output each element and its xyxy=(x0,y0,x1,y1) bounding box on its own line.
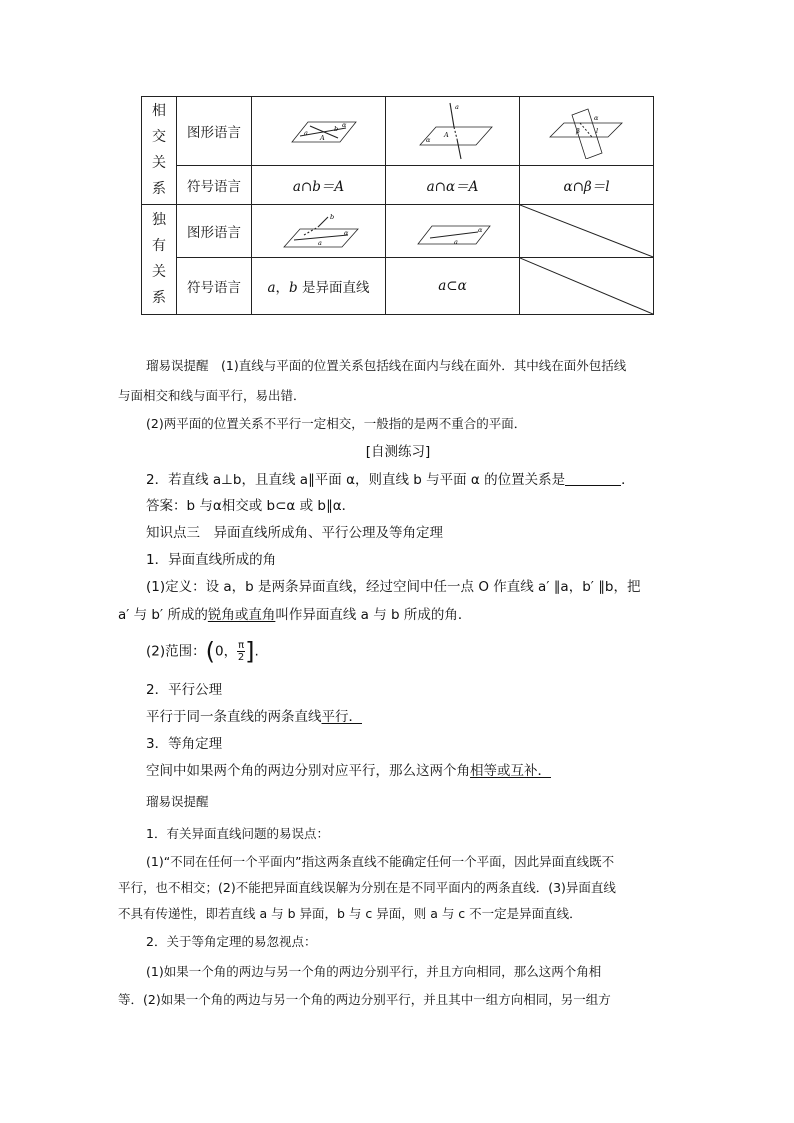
label-a: a xyxy=(317,238,322,247)
knowledge-point-3-title: 知识点三 异面直线所成角、平行公理及等角定理 xyxy=(146,525,443,541)
row-label-figure: 图形语言 xyxy=(177,97,252,166)
row-label-symbol: 符号语言 xyxy=(177,166,252,205)
line-in-plane-diagram xyxy=(408,214,498,248)
section-1-title: 1．异面直线所成的角 xyxy=(146,552,277,568)
section-3-title: 3．等角定理 xyxy=(146,736,223,752)
label-beta: β xyxy=(575,127,580,136)
line-plane-intersect-diagram xyxy=(408,99,498,163)
error-point-1-line-1: (1)“不同在任何一个平面内”指这两条直线不能确定任何一个平面，因此异面直线既不 xyxy=(146,854,615,869)
figure-skew-lines xyxy=(252,204,386,257)
empty-cell-diagonal-2 xyxy=(520,257,654,314)
answer-blank xyxy=(565,471,621,486)
diagonal-line xyxy=(520,205,653,257)
label-alpha: α xyxy=(425,136,430,145)
symbol-line-plane-intersect: a∩α＝A xyxy=(386,166,520,205)
symbol-lines-intersect: a∩b＝A xyxy=(252,166,386,205)
error-point-1-line-3: 不具有传递性，即若直线 a 与 b 异面，b 与 c 异面，则 a 与 c 不一定是异面直线． xyxy=(118,906,582,921)
definition-line-2: a′ 与 b′ 所成的锐角或直角叫作异面直线 a 与 b 所成的角． xyxy=(118,607,472,623)
reminder-paragraph-1: 瑠易误提醒 (1)直线与平面的位置关系包括线在面内与线在面外．其中线在面外包括线 xyxy=(146,358,627,373)
definition-line-1: (1)定义：设 a，b 是两条异面直线，经过空间中任一点 O 作直线 a′ ∥a，b′ ∥b，把 xyxy=(146,579,641,595)
answer-line: 答案：b 与α相交或 b⊂α 或 b∥α． xyxy=(146,498,356,514)
pi-over-2-fraction: $\frac{\pi}{2}$ xyxy=(237,640,245,663)
label-alpha: α xyxy=(341,121,346,130)
error-point-2-line-2: 等．(2)如果一个角的两边与另一个角的两边分别平行，并且其中一组方向相同，另一组方 xyxy=(118,992,611,1007)
reminder-paragraph-2: (2)两平面的位置关系不平行一定相交，一般指的是两不重合的平面． xyxy=(146,416,527,431)
label-alpha: α xyxy=(343,228,348,237)
label-alpha: α xyxy=(593,114,598,123)
range-line: (2)范围：(0， $\frac{\pi}{2}$ ]. xyxy=(146,637,259,666)
label-A: A xyxy=(319,134,325,143)
intersecting-lines-diagram xyxy=(274,116,364,146)
label-b: b xyxy=(329,212,334,221)
label-alpha: α xyxy=(477,225,482,234)
symbol-skew-lines: a，b 是异面直线 xyxy=(252,257,386,314)
position-relation-table xyxy=(141,96,654,315)
section-3-text: 空间中如果两个角的两边分别对应平行，那么这两个角相等或互补． xyxy=(146,763,551,779)
section-2-title: 2．平行公理 xyxy=(146,682,223,698)
row-label-figure-2: 图形语言 xyxy=(177,204,252,257)
diagonal-line xyxy=(520,258,653,314)
section-2-text: 平行于同一条直线的两条直线平行． xyxy=(146,709,362,725)
question-2: 2．若直线 a⊥b，且直线 a∥平面 α，则直线 b 与平面 α 的位置关系是 ． xyxy=(146,472,635,488)
label-A: A xyxy=(443,131,449,140)
plane-plane-intersect-diagram xyxy=(542,103,632,159)
label-a: a xyxy=(454,103,459,112)
symbol-line-in-plane: a⊂α xyxy=(386,257,520,314)
reminder-heading-2: 瑠易误提醒 xyxy=(146,794,209,809)
figure-planes-intersect xyxy=(520,97,654,166)
label-a: a xyxy=(453,237,458,246)
figure-line-in-plane xyxy=(386,204,520,257)
figure-line-plane-intersect xyxy=(386,97,520,166)
group-label-unique: 独 有 关 系 xyxy=(142,204,177,314)
group-label-intersect: 相 交 关 系 xyxy=(142,97,177,205)
figure-lines-intersect xyxy=(252,97,386,166)
error-point-1-title: 1．有关异面直线问题的易误点： xyxy=(146,826,329,841)
skew-lines-diagram xyxy=(274,209,364,253)
symbol-planes-intersect: α∩β＝l xyxy=(520,166,654,205)
row-label-symbol-2: 符号语言 xyxy=(177,257,252,314)
label-l: l xyxy=(595,127,598,136)
error-point-1-line-2: 平行，也不相交；(2)不能把异面直线误解为分别在是不同平面内的两条直线．(3)异面直线 xyxy=(118,880,616,895)
reminder-paragraph-1-cont: 与面相交和线与面平行，易出错． xyxy=(118,388,306,403)
label-a: a xyxy=(303,129,308,138)
error-point-2-line-1: (1)如果一个角的两边与另一个角的两边分别平行，并且方向相同，那么这两个角相 xyxy=(146,964,602,979)
empty-cell-diagonal-1 xyxy=(520,204,654,257)
error-point-2-title: 2．关于等角定理的易忽视点： xyxy=(146,934,317,949)
label-b: b xyxy=(333,125,338,134)
self-test-heading: [自测练习] xyxy=(365,444,431,460)
